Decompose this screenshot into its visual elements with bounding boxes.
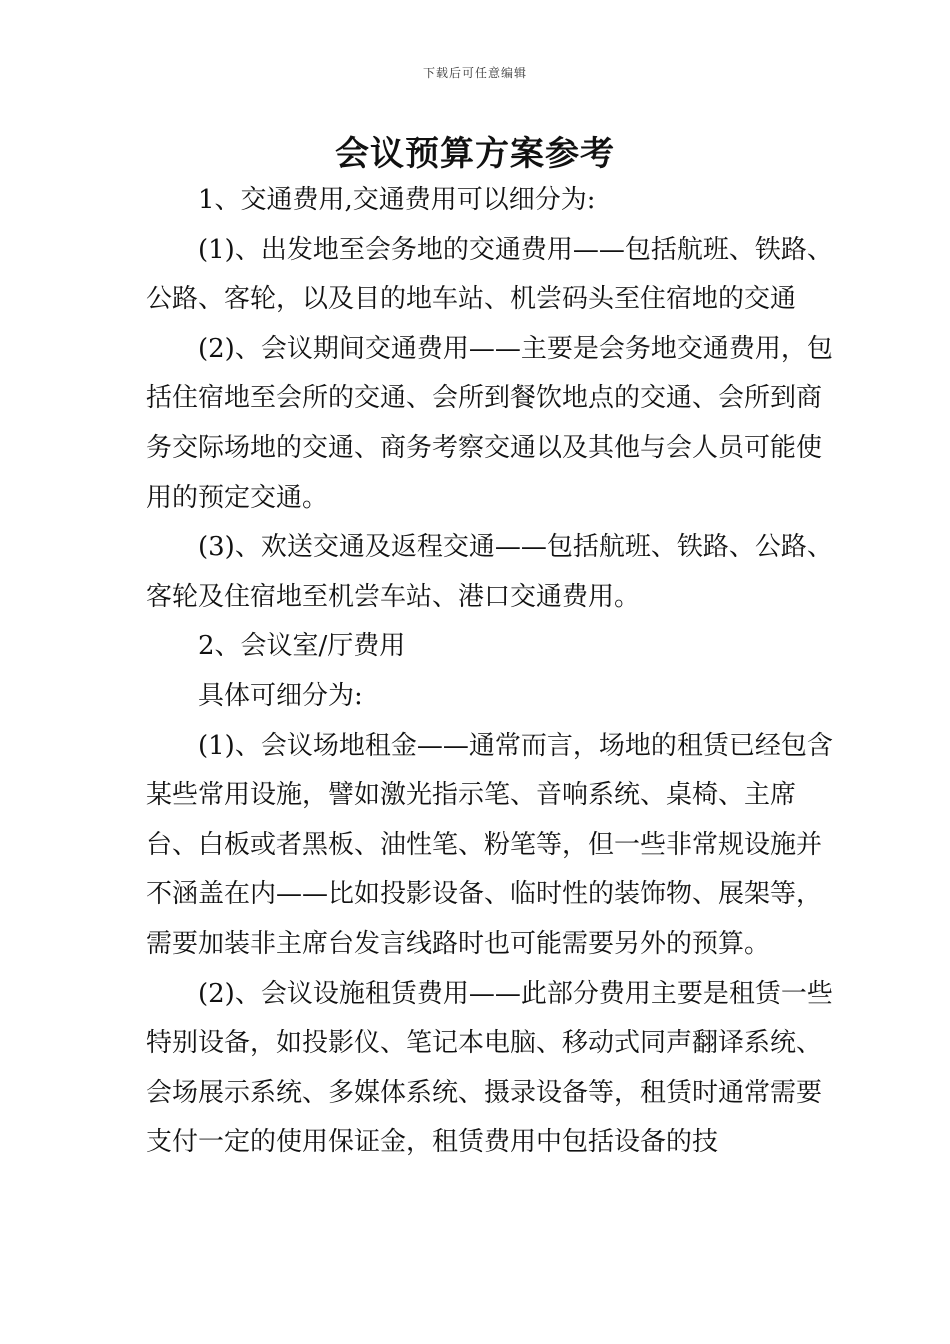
page-title: 会议预算方案参考 <box>335 134 615 174</box>
paragraph-transport-3: (3)、欢送交通及返程交通——包括航班、铁路、公路、客轮及住宿地至机尝车站、港口交通费用。 <box>146 532 833 612</box>
paragraph-room-intro: 具体可细分为: <box>198 680 363 711</box>
paragraph-room-2: (2)、会议设施租赁费用——此部分费用主要是租赁一些特别设备，如投影仪、笔记本电脑、移动式同声翻译系统、会场展示系统、多媒体系统、摄录设备等，租赁时通常需要支付一定的使用保证金，租赁费用中包括设备的技 <box>146 978 833 1158</box>
paragraph-transport-intro: 1、交通费用,交通费用可以细分为: <box>198 185 596 215</box>
paragraph-transport-1: (1)、出发地至会务地的交通费用——包括航班、铁路、公路、客轮，以及目的地车站、机尝码头至住宿地的交通 <box>146 234 833 315</box>
header-note: 下载后可任意编辑 <box>422 66 527 80</box>
document-body <box>146 176 836 1168</box>
paragraph-transport-2: (2)、会议期间交通费用——主要是会务地交通费用，包括住宿地至会所的交通、会所到餐饮地点的交通、会所到商务交际场地的交通、商务考察交通以及其他与会人员可能使用的预定交通。 <box>146 333 833 513</box>
paragraph-room-1: (1)、会议场地租金——通常而言，场地的租赁已经包含某些常用设施，譬如激光指示笔、音响系统、桌椅、主席台、白板或者黑板、油性笔、粉笔等，但一些非常规设施并不涵盖在内——比如投影设备、临时性的装饰物、展架等，需要加装非主席台发言线路时也可能需要另外的预算。 <box>146 730 833 959</box>
paragraph-room-heading: 2、会议室/厅费用 <box>198 631 406 662</box>
